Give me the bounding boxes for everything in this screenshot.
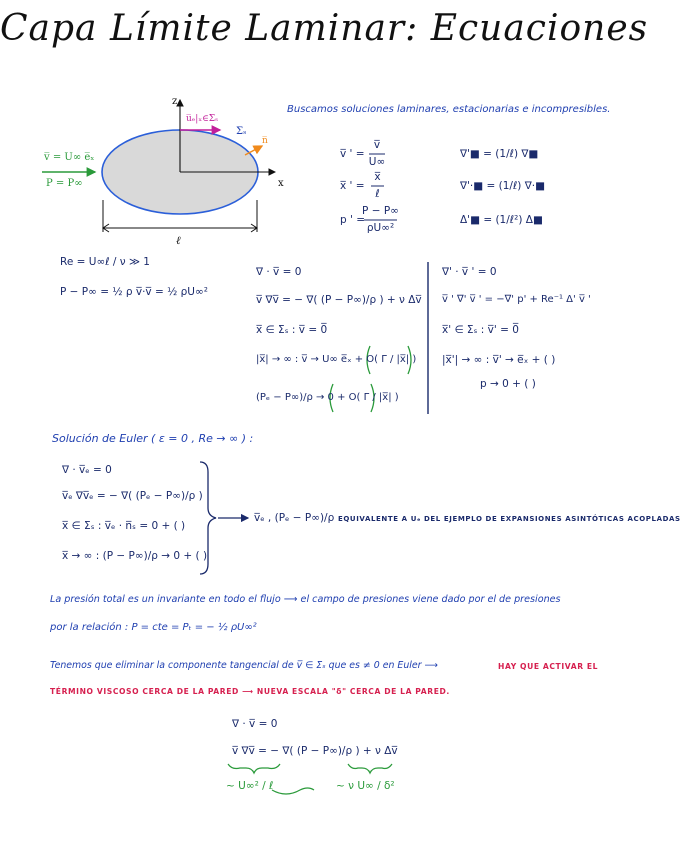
tangential-red-2: TÉRMINO VISCOSO CERCA DE LA PARED ⟶ NUEVA ESCALA "δ" CERCA DE LA PARED. bbox=[50, 687, 450, 696]
pressure-text-1: La presión total es un invariante en todo el flujo ⟶ el campo de presiones viene dado por el de presiones bbox=[50, 594, 561, 605]
scaling-x-num: x̅ bbox=[374, 171, 381, 183]
x-axis-label: x bbox=[278, 178, 284, 189]
scaling-lap: Δ'■ = (1/ℓ²) Δ■ bbox=[460, 214, 543, 226]
length-label: ℓ bbox=[176, 234, 181, 247]
underbrace-left bbox=[228, 764, 280, 773]
scaling-p-num: P − P∞ bbox=[362, 205, 399, 217]
euler-continuity: ∇ · v̅ₑ = 0 bbox=[62, 464, 112, 476]
nd-wall-bc: x̅' ∈ Σₛ : v̅' = 0̅ bbox=[442, 324, 519, 336]
dim-far-pressure: (Pₑ − P∞)/ρ → 0 + O( Γ / |x̅| ) bbox=[256, 392, 399, 403]
nd-far-pressure: p → 0 + ( ) bbox=[480, 378, 536, 390]
euler-result: v̅ₑ , (Pₑ − P∞)/ρ bbox=[254, 512, 335, 524]
normal-label: n̅ bbox=[262, 136, 268, 146]
scaling-p-lhs: p ' = bbox=[340, 214, 366, 226]
scaling-v-den: U∞ bbox=[368, 156, 386, 168]
nd-far-bc: |x̅'| → ∞ : v̅' → e̅ₓ + ( ) bbox=[442, 354, 556, 366]
euler-far-bc: x̅ → ∞ : (P − P∞)/ρ → 0 + ( ) bbox=[62, 550, 208, 562]
euler-result-note: EQUIVALENTE A Uₑ DEL EJEMPLO DE EXPANSIONES ASINTÓTICAS ACOPLADAS bbox=[338, 515, 681, 523]
freestream-velocity: v̅ = U∞ e̅ₓ bbox=[44, 152, 95, 163]
freestream-pressure: P = P∞ bbox=[46, 178, 83, 189]
final-momentum: v̅ ∇v̅ = − ∇( (P − P∞)/ρ ) + ν Δv̅ bbox=[232, 745, 398, 757]
dim-momentum: v̅ ∇v̅ = − ∇( (P − P∞)/ρ ) + ν Δv̅ bbox=[256, 294, 422, 306]
scaling-grad: ∇'■ = (1/ℓ) ∇■ bbox=[460, 148, 539, 160]
final-order-right: ~ ν U∞ / δ² bbox=[336, 780, 395, 792]
euler-header: Solución de Euler ( ε = 0 , Re → ∞ ) : bbox=[52, 432, 254, 445]
tangential-text: Tenemos que eliminar la componente tangencial de v̅ ∈ Σₛ que es ≠ 0 en Euler ⟶ bbox=[50, 660, 438, 671]
scaling-v-lhs: v̅ ' = bbox=[340, 148, 365, 160]
underbrace-right bbox=[348, 764, 392, 773]
final-order-left: ~ U∞² / ℓ bbox=[226, 780, 274, 792]
scaling-p-den: ρU∞² bbox=[366, 222, 395, 234]
final-continuity: ∇ · v̅ = 0 bbox=[232, 718, 278, 730]
nd-momentum: v̅ ' ∇' v̅ ' = −∇' p' + Re⁻¹ Δ' v̅ ' bbox=[442, 294, 591, 305]
intro-text: Buscamos soluciones laminares, estacionarias e incompresibles. bbox=[287, 104, 611, 115]
scaling-x-den: ℓ bbox=[375, 188, 380, 200]
scaling-x-lhs: x̅ ' = bbox=[340, 180, 365, 192]
pressure-text-2: por la relación : P = cte = Pₜ = − ½ ρU∞² bbox=[50, 622, 257, 633]
surface-label: Σₛ bbox=[236, 126, 247, 137]
dim-far-bc: |x̅| → ∞ : v̅ → U∞ e̅ₓ + O( Γ / |x̅| ) bbox=[256, 354, 417, 365]
underbrace-mid bbox=[272, 788, 314, 794]
scaling-v-num: v̅ bbox=[373, 139, 381, 151]
dim-wall-bc: x̅ ∈ Σₛ : v̅ = 0̅ bbox=[256, 324, 328, 336]
euler-momentum: v̅ₑ ∇v̅ₑ = − ∇( (Pₑ − P∞)/ρ ) bbox=[62, 490, 203, 502]
scaling-div: ∇'·■ = (1/ℓ) ∇·■ bbox=[460, 180, 546, 192]
nd-continuity: ∇' · v̅ ' = 0 bbox=[442, 266, 497, 278]
dim-continuity: ∇ · v̅ = 0 bbox=[256, 266, 302, 278]
reynolds-number: Re = U∞ℓ / ν ≫ 1 bbox=[60, 256, 150, 268]
ue-vector-label: u̅ₑ|ₓ∈Σₛ bbox=[186, 114, 219, 124]
tangential-red-1: HAY QUE ACTIVAR EL bbox=[498, 662, 599, 671]
page-title: Capa Límite Laminar: Ecuaciones bbox=[0, 8, 649, 49]
euler-wall-bc: x̅ ∈ Σₛ : v̅ₑ · n̅ₛ = 0 + ( ) bbox=[62, 520, 186, 532]
z-axis-label: z bbox=[172, 96, 178, 107]
pressure-scale: P − P∞ = ½ ρ v̅·v̅ = ½ ρU∞² bbox=[60, 286, 208, 298]
